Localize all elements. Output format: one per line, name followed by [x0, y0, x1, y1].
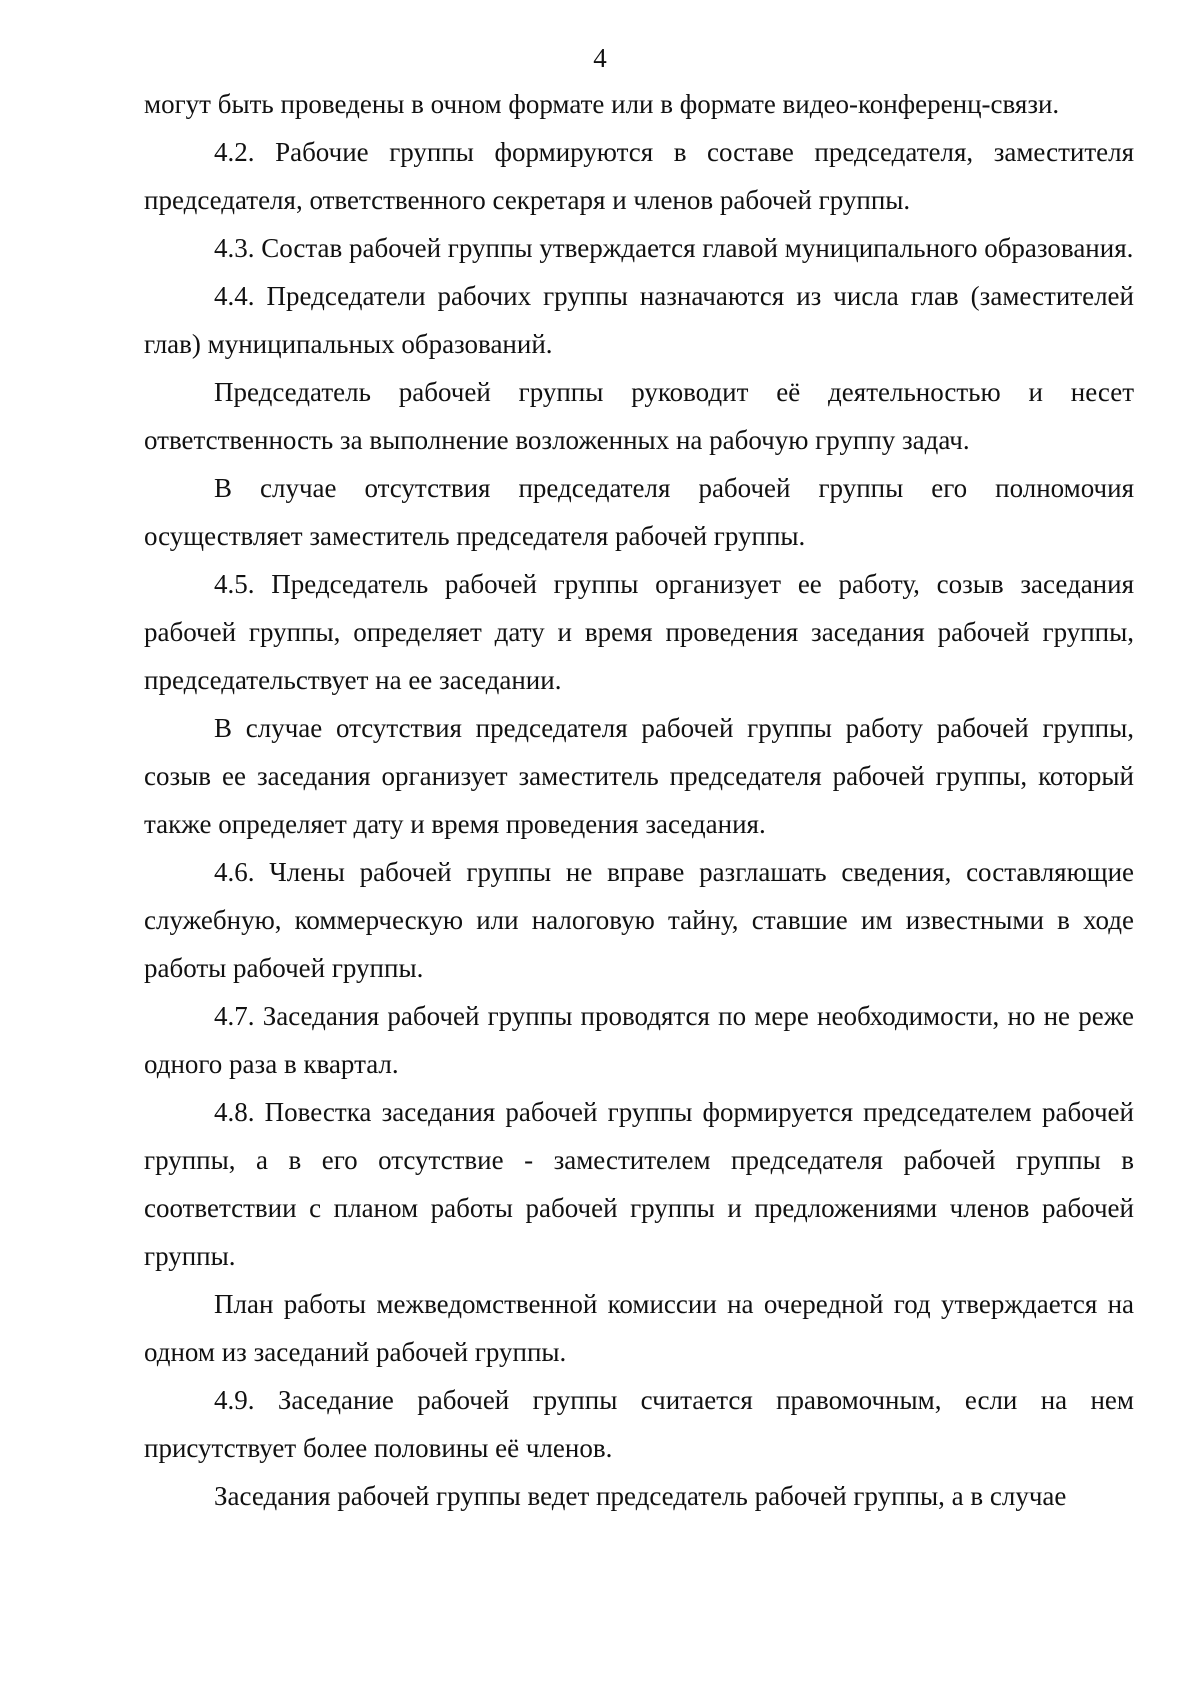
- paragraph-continuation: могут быть проведены в очном формате или в формате видео-конференц-связи.: [144, 89, 1060, 119]
- paragraph-4-8: 4.8. Повестка заседания рабочей группы формируется председателем рабочей группы, а в его отсутствие - заместителем председателя рабочей группы в соответствии с планом работы рабочей группы и предложениями членов рабочей группы.: [144, 1097, 1134, 1271]
- paragraph-4-4: 4.4. Председатели рабочих группы назначаются из числа глав (заместителей глав) муниципальных образований.: [144, 281, 1134, 359]
- page-number: 4: [593, 43, 607, 73]
- paragraph-4-7: 4.7. Заседания рабочей группы проводятся по мере необходимости, но не реже одного раза в квартал.: [144, 1001, 1134, 1079]
- paragraph-4-9: 4.9. Заседание рабочей группы считается правомочным, если на нем присутствует более половины её членов.: [144, 1385, 1134, 1463]
- paragraph-chair-absence: В случае отсутствия председателя рабочей группы его полномочия осуществляет заместитель председателя рабочей группы.: [144, 473, 1134, 551]
- paragraph-deputy-organizes: В случае отсутствия председателя рабочей группы работу рабочей группы, созыв ее заседания организует заместитель председателя рабочей группы, который также определяет дату и время проведения заседания.: [144, 713, 1134, 839]
- paragraph-4-6: 4.6. Члены рабочей группы не вправе разглашать сведения, составляющие служебную, коммерческую или налоговую тайну, ставшие им известными в ходе работы рабочей группы.: [144, 857, 1134, 983]
- paragraph-meeting-chair: Заседания рабочей группы ведет председатель рабочей группы, а в случае: [214, 1481, 1067, 1511]
- paragraph-4-3: 4.3. Состав рабочей группы утверждается главой муниципального образования.: [214, 233, 1134, 263]
- document-body: [144, 80, 1134, 1520]
- paragraph-work-plan: План работы межведомственной комиссии на очередной год утверждается на одном из заседаний рабочей группы.: [144, 1289, 1134, 1367]
- paragraph-4-2: 4.2. Рабочие группы формируются в составе председателя, заместителя председателя, ответственного секретаря и членов рабочей группы.: [144, 137, 1134, 215]
- paragraph-chair-duties: Председатель рабочей группы руководит её деятельностью и несет ответственность за выполнение возложенных на рабочую группу задач.: [144, 377, 1134, 455]
- paragraph-4-5: 4.5. Председатель рабочей группы организует ее работу, созыв заседания рабочей группы, определяет дату и время проведения заседания рабочей группы, председательствует на ее заседании.: [144, 569, 1134, 695]
